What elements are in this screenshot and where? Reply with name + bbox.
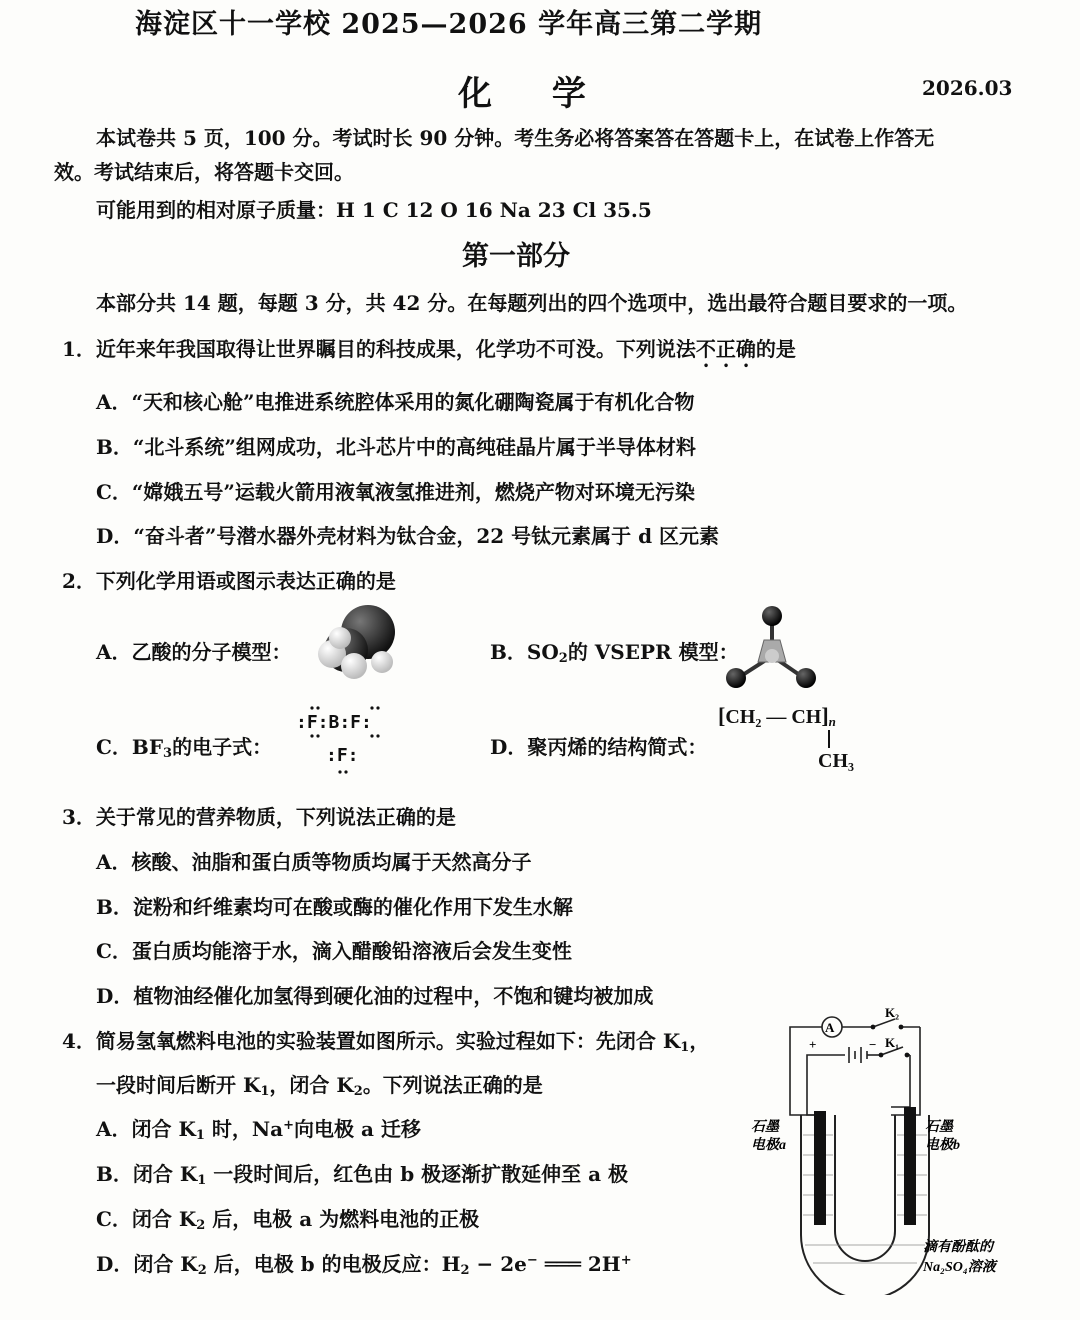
bf3-electron-formula-bottom: :F: — [326, 745, 359, 766]
intro-line-1: 本试卷共 5 页，100 分。考试时长 90 分钟。考生务必将答案答在答题卡上，在试卷上作答无 — [96, 126, 935, 150]
acetic-acid-model-image — [310, 602, 400, 682]
q2-option-a: A．乙酸的分子模型： — [96, 640, 292, 664]
poly-branch: CH₃ — [818, 750, 854, 772]
q4-a-sub: 1 — [195, 1128, 205, 1143]
q4-stem2-sub2: 2 — [353, 1084, 363, 1099]
q2-c-post: 的电子式： — [172, 735, 273, 759]
intro-line-2: 效。考试结束后，将答题卡交回。 — [54, 160, 354, 184]
q4-stem1-post: ， — [689, 1029, 710, 1053]
q4-stem2-pre: 一段时间后断开 K — [96, 1073, 261, 1097]
q3-option-a: A．核酸、油脂和蛋白质等物质均属于天然高分子 — [96, 850, 532, 874]
q4-a-sup: + — [283, 1118, 295, 1133]
q4-d-mid: 后，电极 b 的电极反应：H — [206, 1252, 461, 1276]
q4-c-sub: 2 — [196, 1218, 206, 1233]
atomic-masses: 可能用到的相对原子质量：H 1 C 12 O 16 Na 23 Cl 35.5 — [96, 198, 652, 222]
q2-option-c — [96, 731, 272, 761]
q3-option-d: D．植物油经催化加氢得到硬化油的过程中，不饱和键均被加成 — [96, 984, 654, 1008]
q4-stem2-sub1: 1 — [260, 1084, 270, 1099]
q4-stem1-sub: 1 — [680, 1040, 690, 1055]
q4-stem-line2 — [96, 1069, 543, 1099]
q3-option-c: C．蛋白质均能溶于水，滴入醋酸铅溶液后会发生变性 — [96, 939, 572, 963]
q1-option-c: C．“嫦娥五号”运载火箭用液氧液氢推进剂，燃烧产物对环境无污染 — [96, 480, 695, 504]
q4-a-pre: A．闭合 K — [96, 1117, 196, 1141]
q4-stem2-post: 。下列说法正确的是 — [362, 1073, 543, 1097]
q2-option-d: D．聚丙烯的结构简式： — [490, 735, 708, 759]
electrode-b-label-2: 电极b — [925, 1138, 960, 1153]
q4-d-sub: 2 — [197, 1263, 207, 1278]
q4-d-sup: − — [526, 1253, 538, 1268]
electrode-a-label-1: 石墨 — [751, 1120, 779, 1135]
bf3-electron-formula-top: :F:B:F: — [296, 712, 372, 733]
poly-n: n — [828, 714, 836, 729]
q1-option-b: B．“北斗系统”组网成功，北斗芯片中的高纯硅晶片属于半导体材料 — [96, 435, 696, 459]
school-header: 海淀区十一学校 2025—2026 学年高三第二学期 — [135, 9, 763, 40]
q4-b-pre: B．闭合 K — [96, 1162, 198, 1186]
q4-option-d — [96, 1248, 632, 1278]
q2-c-sub: 3 — [163, 746, 173, 761]
q3-option-b: B．淀粉和纤维素均可在酸或酶的催化作用下发生水解 — [96, 895, 573, 919]
q1-stem-b: 的是 — [755, 337, 796, 361]
polypropylene-formula — [718, 703, 836, 730]
q4-d-post: ═══ 2H — [537, 1252, 621, 1276]
q4-c-post: 后，电极 a 为燃料电池的正极 — [205, 1207, 480, 1231]
q4-c-pre: C．闭合 K — [96, 1207, 197, 1231]
ammeter-label: A — [825, 1020, 835, 1035]
so2-vsepr-model-image — [720, 600, 820, 695]
q4-b-sub: 1 — [197, 1173, 207, 1188]
q2-b-post: 的 VSEPR 模型： — [567, 640, 739, 664]
close-bracket-icon: ] — [821, 703, 829, 728]
battery-minus-label: − — [869, 1037, 877, 1052]
q1-option-d: D．“奋斗者”号潜水器外壳材料为钛合金，22 号钛元素属于 d 区元素 — [96, 524, 720, 548]
bf3-lone-pair-dots — [296, 704, 396, 776]
q2-stem: 2．下列化学用语或图示表达正确的是 — [62, 569, 396, 593]
q4-option-c — [96, 1203, 479, 1233]
q2-option-b — [490, 636, 739, 666]
poly-branch-bond — [828, 730, 830, 748]
q4-d-mid2: − 2e — [469, 1252, 527, 1276]
solution-label-1: 滴有酚酞的 — [923, 1240, 993, 1255]
q2-b-sub: 2 — [558, 651, 568, 666]
part-instructions: 本部分共 14 题，每题 3 分，共 42 分。在每题列出的四个选项中，选出最符合题目要求的一项。 — [96, 291, 968, 315]
exam-date: 2026.03 — [922, 76, 1013, 100]
q2-b-pre: B．SO — [490, 640, 559, 664]
q4-option-a — [96, 1113, 421, 1143]
subject-title: 化 学 — [458, 74, 610, 114]
electrode-b-label-1: 石墨 — [925, 1120, 953, 1135]
q4-option-b — [96, 1158, 628, 1188]
open-bracket-icon: [ — [718, 703, 726, 728]
q1-option-a: A．“天和核心舱”电推进系统腔体采用的氮化硼陶瓷属于有机化合物 — [96, 390, 695, 414]
q4-stem-line1 — [62, 1025, 709, 1055]
q4-a-post: 向电极 a 迁移 — [294, 1117, 421, 1141]
q1-stem — [62, 333, 796, 372]
electrode-a-label-2: 电极a — [751, 1138, 786, 1153]
q4-stem1-pre: 4．简易氢氧燃料电池的实验装置如图所示。实验过程如下：先闭合 K — [62, 1029, 681, 1053]
electrode-b — [904, 1107, 916, 1225]
electrode-a — [814, 1111, 826, 1225]
solution-label-2: Na₂SO₄溶液 — [923, 1260, 996, 1275]
q4-d-sub2: 2 — [460, 1263, 470, 1278]
q4-a-mid: 时，Na — [204, 1117, 284, 1141]
poly-main-chain: CH₂ — CH — [725, 706, 822, 728]
q2-c-pre: C．BF — [96, 735, 164, 759]
q4-d-sup2: + — [620, 1253, 632, 1268]
q1-stem-emphasis: 不正确 — [695, 337, 756, 361]
part-title: 第一部分 — [462, 241, 570, 272]
q4-b-post: 一段时间后，红色由 b 极逐渐扩散延伸至 a 极 — [206, 1162, 629, 1186]
battery-plus-label: + — [809, 1037, 817, 1052]
q3-stem: 3．关于常见的营养物质，下列说法正确的是 — [62, 805, 456, 829]
q1-stem-a: 1．近年来年我国取得让世界瞩目的科技成果，化学功不可没。下列说法 — [62, 337, 696, 361]
k1-label: K₁ — [885, 1035, 900, 1050]
k2-label: K₂ — [885, 1005, 900, 1020]
q4-d-pre: D．闭合 K — [96, 1252, 198, 1276]
fuel-cell-apparatus-figure — [745, 1005, 1035, 1295]
q4-stem2-mid: ，闭合 K — [269, 1073, 354, 1097]
